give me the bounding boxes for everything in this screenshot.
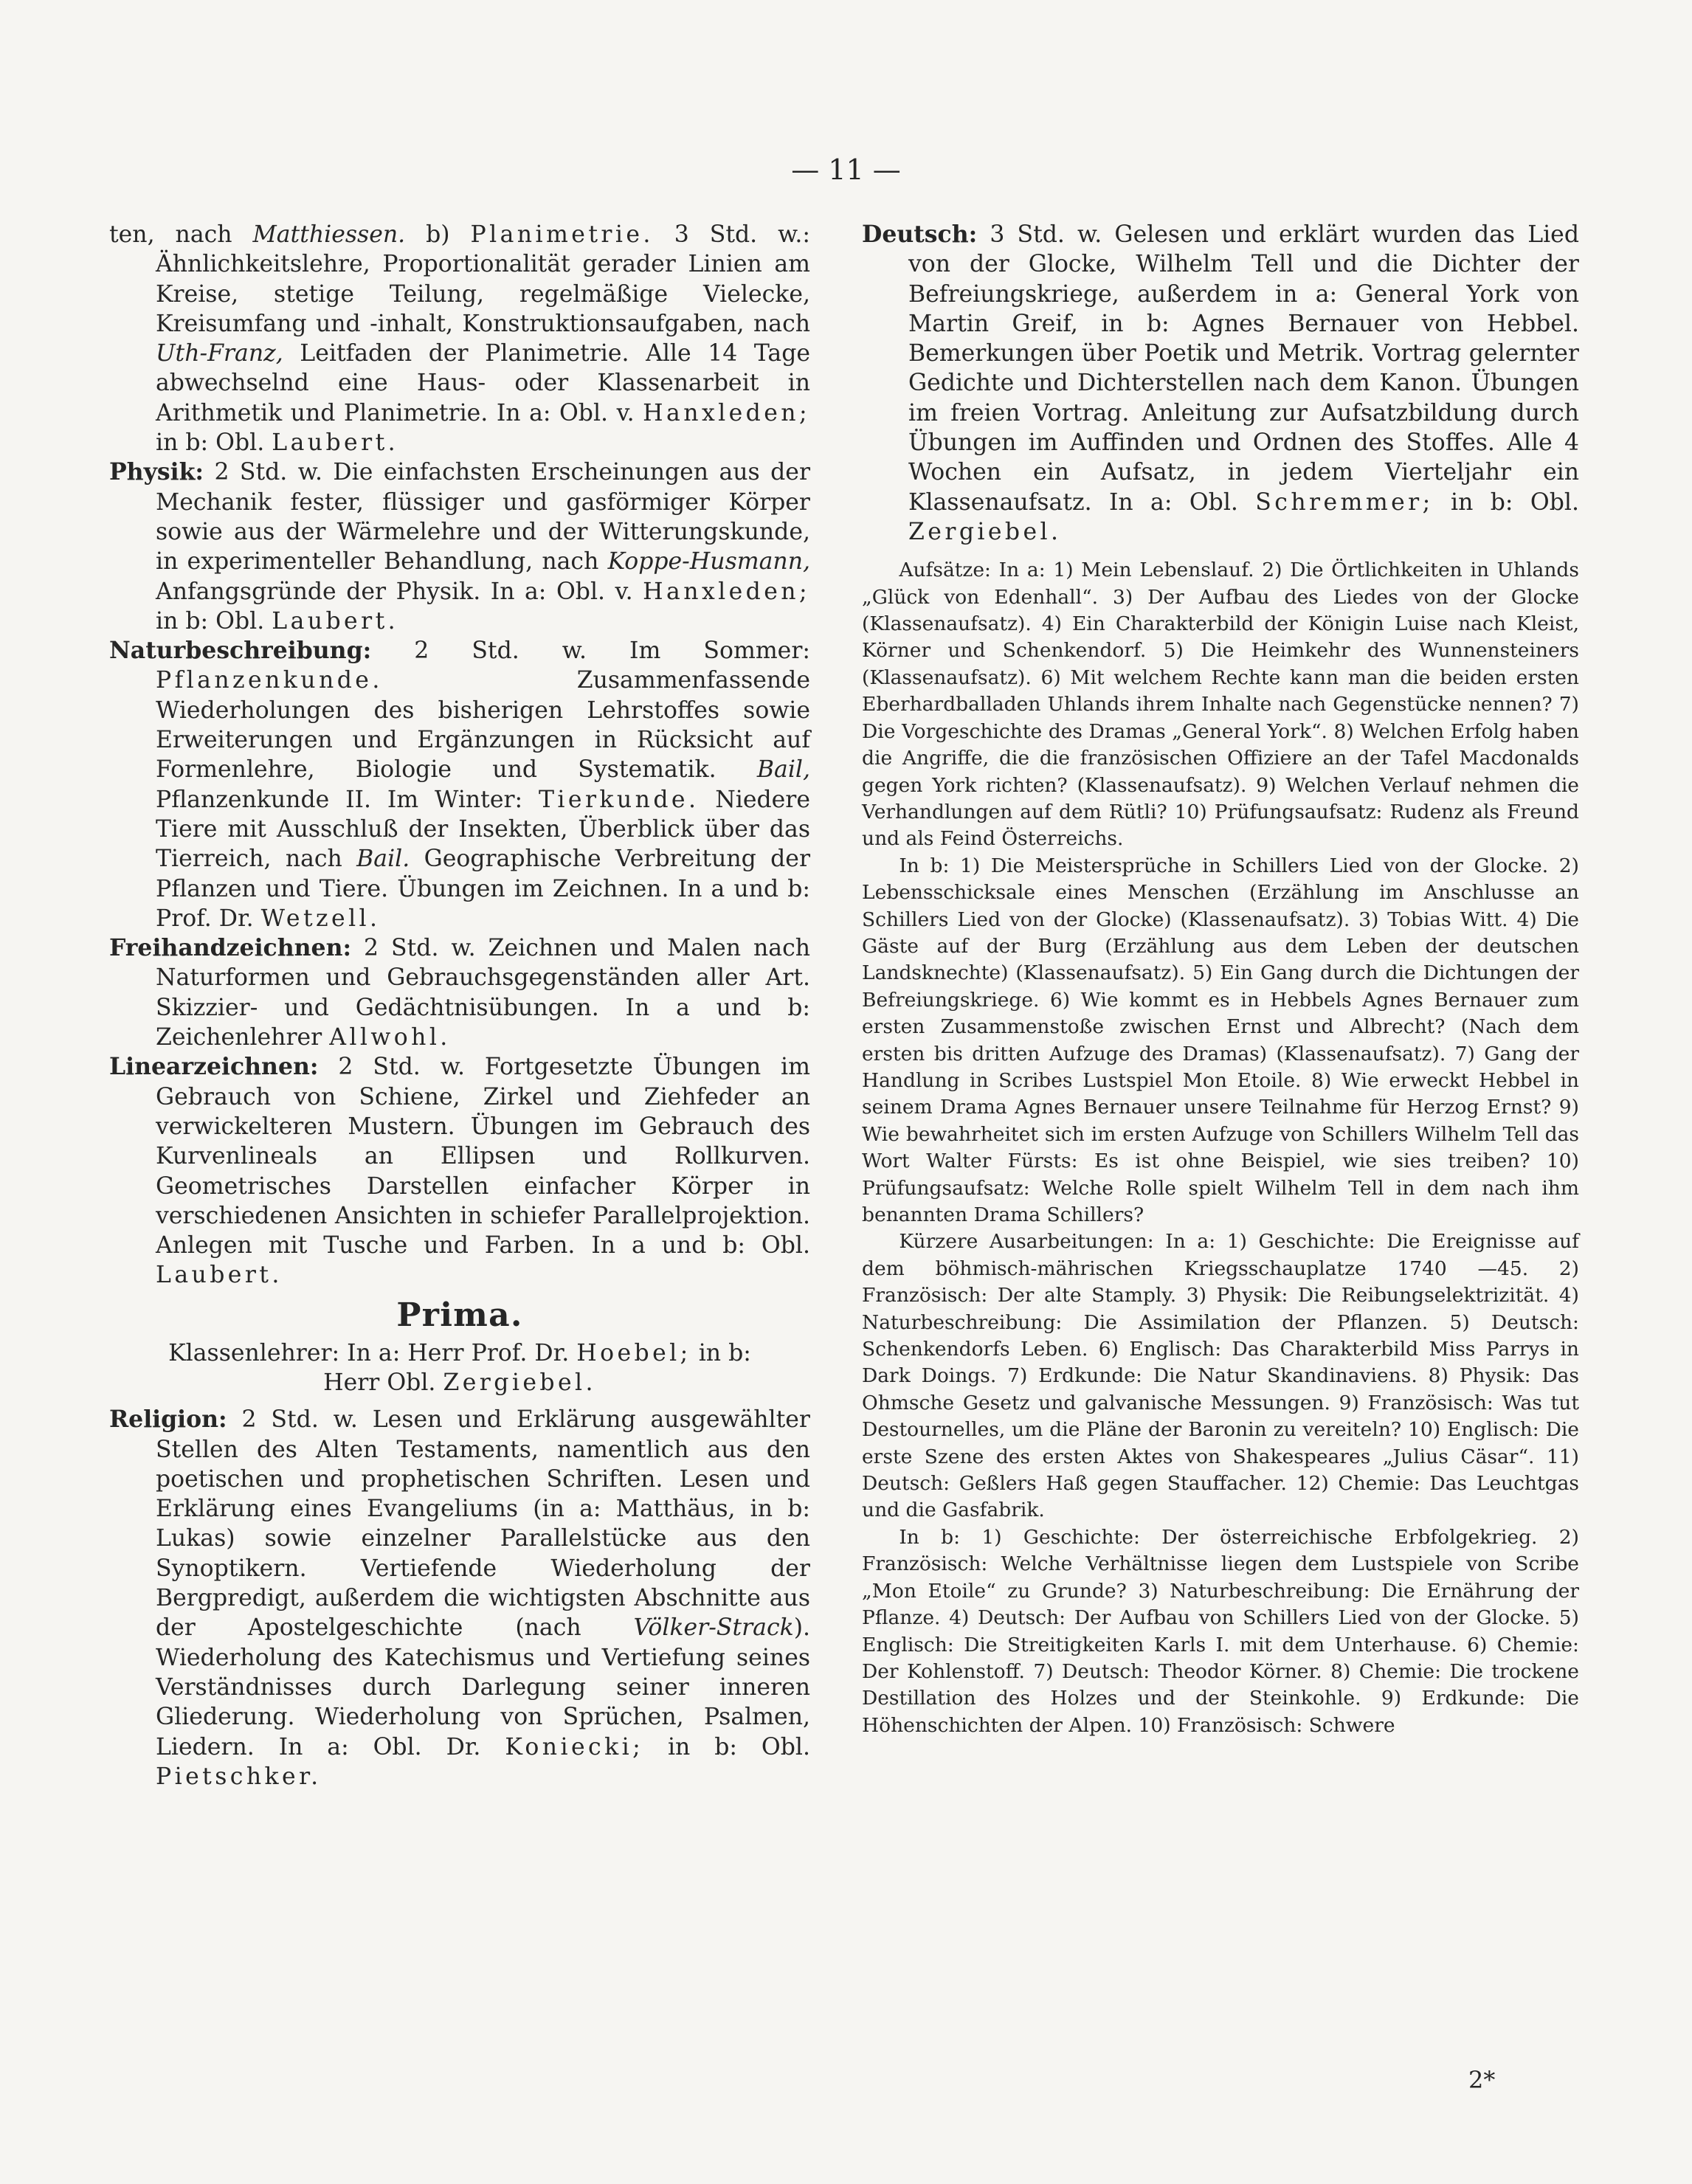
subject-heading: Linearzeichnen:: [109, 1053, 319, 1081]
text-run: Anfangsgründe der Physik. In a: Obl. v.: [156, 578, 643, 605]
subject-heading: Naturbeschreibung:: [109, 637, 372, 665]
author-name: Bail,: [756, 756, 810, 784]
text-run: b): [405, 221, 471, 248]
text-run: 2 Std. w. Fortgesetzte Übungen im Gebrauch von Schiene, Zirkel und Ziehfeder an verwickelteren Mustern. Übungen im Gebrauch des Kurvenlineals an Ellipsen und Rollkurven. Geometrisches Darstellen einfacher Körper in verschiedenen Ansichten in schiefer Parallelprojektion. Anlegen mit Tusche und Farben. In a und b: Obl.: [156, 1054, 810, 1259]
text-run: in b:: [691, 1339, 751, 1366]
deutsch-paragraph: [862, 220, 1579, 547]
subject-heading: Deutsch:: [862, 221, 978, 248]
teacher-name: Hoebel;: [576, 1339, 691, 1366]
text-run: Niedere Tiere mit Ausschluß der Insekten, Überblick über das Tierreich, nach: [156, 786, 810, 873]
author-name: Völker-Strack: [633, 1614, 794, 1642]
left-column: [109, 220, 810, 1791]
signature-mark: 2*: [1468, 2066, 1496, 2094]
text-run: 2 Std. w. Zeichnen und Malen nach Naturformen und Gebrauchsgegenständen aller Art. Skizzier- und Gedächtnisübungen. In a und b: Zeichenlehrer: [156, 935, 810, 1051]
teacher-name: Laubert.: [272, 429, 399, 457]
teacher-name: Schremmer;: [1255, 488, 1434, 516]
teacher-name: Koniecki;: [505, 1733, 644, 1760]
teacher-name: Laubert.: [156, 1262, 283, 1289]
author-name: Koppe-Husmann,: [607, 548, 810, 576]
teacher-name: Hanxleden;: [643, 578, 810, 605]
freihandzeichnen-paragraph: [109, 933, 810, 1052]
text-run: 3 Std. w.: Ähnlichkeitslehre, Proportionalität gerader Linien am Kreise, stetige Teilung, regelmäßige Vielecke, Kreisumfang und -inhalt, Konstruktionsaufgaben, nach: [156, 221, 810, 337]
text-run: 3 Std. w. Gelesen und erklärt wurden das Lied von der Glocke, Wilhelm Tell und die Dichter der Befreiungskriege, außerdem in a: General York von Martin Greif, in b: Agnes Bernauer von Hebbel. Bemerkungen über Poetik und Metrik. Vortrag gelernter Gedichte und Dichterstellen nach dem Kanon. Übungen im freien Vortrag. Anleitung zur Aufsatzbildung durch Übungen im Auffinden und Ordnen des Stoffes. Alle 4 Wochen ein Aufsatz, in jedem Vierteljahr ein Klassenaufsatz. In a: Obl.: [908, 221, 1579, 516]
text-run: Klassenlehrer: In a: Herr Prof. Dr.: [168, 1339, 577, 1366]
text-run: Geographische Verbreitung der Pflanzen und Tiere. Übungen im Zeichnen. In a und b: Prof. Dr.: [156, 846, 811, 932]
teacher-name: Zergiebel.: [443, 1369, 596, 1396]
text-run: 2 Std. w. Lesen und Erklärung ausgewählter Stellen des Alten Testaments, namentlich aus den poetischen und prophetischen Schriften. Lesen und Erklärung eines Evangeliums (in a: Matthäus, in b: Lukas) sowie einzelner Parallelstücke aus den Synoptikern. Vertiefende Wiederholung der Bergpredigt, außerdem die wichtigsten Abschnitte aus der Apostelgeschichte (nach: [156, 1406, 810, 1642]
section-heading-prima: Prima.: [396, 1296, 523, 1334]
text-run: Zusammenfassende Wiederholungen des bisherigen Lehrstoffes sowie Erweiterungen und Ergänzungen in Rücksicht auf Formenlehre, Biologie und Systematik.: [156, 667, 810, 784]
kuerzere-ausarbeitungen-a: Kürzere Ausarbeitungen: In a: 1) Geschichte: Die Ereignisse auf dem böhmisch-mährischen Kriegsschauplatze 1740 —45. 2) Französisch: Der alte Stamply. 3) Physik: Die Reibungselektrizität. 4) Naturbeschreibung: Die Assimilation der Pflanzen. 5) Deutsch: Schenkendorfs Leben. 6) Englisch: Das Charakterbild Miss Parrys in Dark Doings. 7) Erdkunde: Die Natur Skandinaviens. 8) Physik: Das Ohmsche Gesetz und galvanische Messungen. 9) Französisch: Was tut Destournelles, um die Pläne der Baronin zu vereiteln? 10) Englisch: Die erste Szene des ersten Aktes von Shakespeares „Julius Cäsar“. 11) Deutsch: Geßlers Haß gegen Stauffacher. 12) Chemie: Das Leuchtgas und die Gasfabrik.: [862, 1230, 1579, 1522]
physik-paragraph: [109, 457, 810, 636]
text-run: 2 Std. w. Im Sommer:: [371, 637, 810, 665]
right-column: [862, 220, 1579, 1739]
text-run: in b: Obl.: [1433, 488, 1579, 516]
teacher-name: Hanxleden;: [643, 399, 810, 426]
aufsaetze-a: Aufsätze: In a: 1) Mein Lebenslauf. 2) Die Örtlichkeiten in Uhlands „Glück von Edenhall“. 3) Der Aufbau des Liedes von der Glocke (Klassenaufsatz). 4) Ein Charakterbild der Königin Luise nach Kleist, Körner und Schenkendorf. 5) Die Heimkehr des Wunnensteiners (Klassenaufsatz). 6) Mit welchem Rechte kann man die beiden ersten Eberhardballaden Uhlands ihrem Inhalte nach Gegenstücke nennen? 7) Die Vorgeschichte des Dramas „General York“. 8) Welchen Erfolg haben die Angriffe, die die französischen Offiziere an der Tafel Macdonalds gegen York richten? (Klassenaufsatz). 9) Welchen Verlauf nehmen die Verhandlungen auf dem Rütli? 10) Prüfungsaufsatz: Rudenz als Freund und als Feind Österreichs.: [862, 559, 1579, 851]
teacher-name: Laubert.: [272, 607, 399, 635]
text-run: Leitfaden der Planimetrie. Alle 14 Tage abwechselnd eine Haus- oder Klassenarbeit in Arithmetik und Planimetrie. In a: Obl. v.: [156, 340, 810, 426]
klassenlehrer-line-2: [109, 1368, 810, 1397]
text-run: Pflanzenkunde II. Im Winter:: [156, 786, 539, 813]
text-run: ). Wiederholung des Katechismus und Vertiefung seines Verständnisses durch Darlegung seiner inneren Gliederung. Wiederholung von Sprüchen, Psalmen, Liedern. In a: Obl. Dr.: [156, 1614, 810, 1760]
teacher-name: Zergiebel.: [908, 518, 1062, 545]
topic-name: Tierkunde.: [539, 786, 700, 813]
text-run: in b: Obl.: [643, 1733, 810, 1760]
naturbeschreibung-paragraph: [109, 636, 810, 933]
page-number: — 11 —: [791, 153, 901, 186]
mathematik-continuation: [109, 220, 810, 457]
aufsaetze-b: In b: 1) Die Meistersprüche in Schillers Lied von der Glocke. 2) Lebensschicksale eines Menschen (Erzählung im Anschlusse an Schillers Lied von der Glocke) (Klassenaufsatz). 3) Tobias Witt. 4) Die Gäste auf der Burg (Erzählung aus dem Leben der deutschen Landsknechte) (Klassenaufsatz). 5) Ein Gang durch die Dichtungen der Befreiungskriege. 6) Wie kommt es in Hebbels Agnes Bernauer zum ersten Zusammenstoße zwischen Ernst und Albrecht? (Nach dem ersten bis dritten Aufzuge des Dramas) (Klassenaufsatz). 7) Gang der Handlung in Scribes Lustspiel Mon Etoile. 8) Wie erweckt Hebbel in seinem Drama Agnes Bernauer unsere Teilnahme für Herzog Ernst? 9) Wie bewahrheitet sich im ersten Aufzuge von Schillers Wilhelm Tell das Wort Walter Fürsts: Es ist ohne Beispiel, wie sies treiben? 10) Prüfungsaufsatz: Welche Rolle spielt Wilhelm Tell in dem nach ihm benannten Drama Schillers?: [862, 854, 1579, 1227]
author-name: Uth-Franz,: [156, 340, 283, 367]
subject-heading: Religion:: [109, 1406, 227, 1434]
text-run: ten, nach: [109, 221, 253, 248]
subject-name: Planimetrie.: [470, 221, 654, 248]
linearzeichnen-paragraph: [109, 1052, 810, 1290]
author-name: Matthiessen.: [252, 221, 406, 248]
text-run: 2 Std. w. Die einfachsten Erscheinungen aus der Mechanik fester, flüssiger und gasförmiger Körper sowie aus der Wärmelehre und der Witterungskunde, in experimenteller Behandlung, nach: [156, 459, 810, 576]
klassenlehrer-line: [109, 1338, 810, 1368]
text-run: Herr Obl.: [323, 1369, 443, 1396]
kuerzere-ausarbeitungen-b: In b: 1) Geschichte: Der österreichische Erbfolgekrieg. 2) Französisch: Welche Verhältnisse liegen dem Lustspiele von Scribe „Mon Etoile“ zu Grunde? 3) Naturbeschreibung: Die Ernährung der Pflanze. 4) Deutsch: Der Aufbau von Schillers Lied von der Glocke. 5) Englisch: Die Streitigkeiten Karls I. mit dem Unterhause. 6) Chemie: Der Kohlenstoff. 7) Deutsch: Theodor Körner. 8) Chemie: Die trockene Destillation des Holzes und der Steinkohle. 9) Erdkunde: Die Höhenschichten der Alpen. 10) Französisch: Schwere: [862, 1525, 1579, 1737]
subject-heading: Physik:: [109, 458, 204, 486]
religion-paragraph: [109, 1405, 810, 1791]
teacher-name: Allwohl.: [329, 1024, 451, 1051]
teacher-name: Pietschker.: [156, 1763, 322, 1790]
subject-heading: Freihandzeichnen:: [109, 934, 352, 962]
author-name: Bail.: [356, 846, 410, 873]
text-run: in b: Obl.: [156, 607, 272, 635]
teacher-name: Wetzell.: [260, 905, 381, 932]
topic-name: Pflanzenkunde.: [156, 667, 383, 694]
text-run: in b: Obl.: [156, 429, 272, 457]
